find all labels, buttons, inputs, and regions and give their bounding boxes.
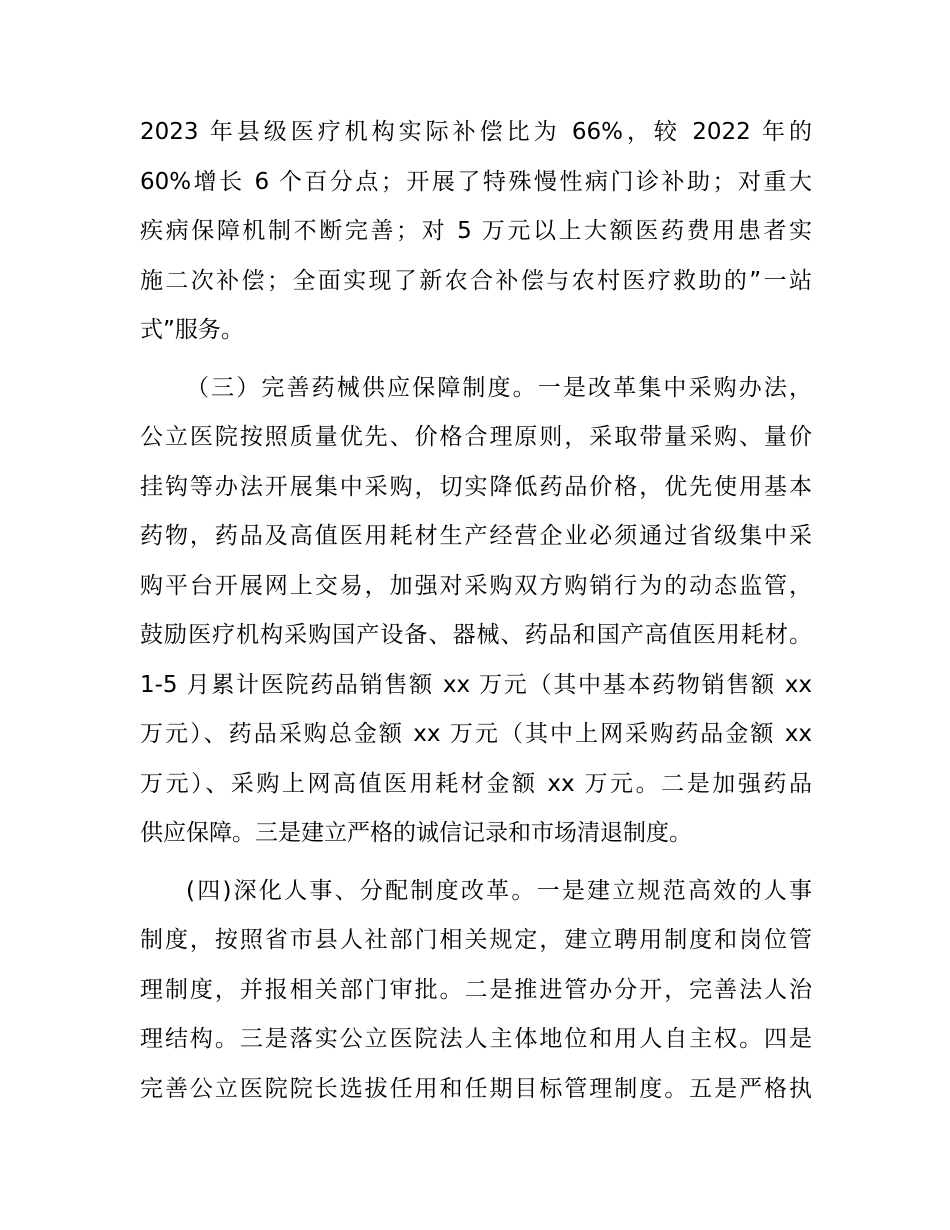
text-line: 供应保障。三是建立严格的诚信记录和市场清退制度。 [140, 820, 692, 846]
text-line: 理结构。三是落实公立医院法人主体地位和用人自主权。四是 [140, 1026, 812, 1052]
text-line: 式”服务。 [140, 317, 244, 343]
text-line: 1-5 月累计医院药品销售额 xx 万元（其中基本药物销售额 xx [140, 671, 812, 698]
text-line: 公立医院按照质量优先、价格合理原则，采取带量采购、量价 [140, 424, 812, 450]
text-line: 购平台开展网上交易，加强对采购双方购销行为的动态监管， [140, 572, 812, 599]
text-line: （三）完善药械供应保障制度。一是改革集中采购办法， [186, 374, 812, 401]
text-line: 万元）、药品采购总金额 xx 万元（其中上网采购药品金额 xx [140, 721, 812, 747]
document-body [140, 108, 812, 1114]
text-line: 鼓励医疗机构采购国产设备、器械、药品和国产高值医用耗材。 [140, 622, 812, 648]
paragraph-compensation [140, 108, 812, 356]
text-line: 理制度，并报相关部门审批。二是推进管办分开，完善法人治 [140, 976, 812, 1003]
paragraph-drug-supply [140, 364, 812, 859]
text-line: 60%增长 6 个百分点；开展了特殊慢性病门诊补助；对重大 [140, 168, 812, 195]
text-line: 疾病保障机制不断完善；对 5 万元以上大额医药费用患者实 [140, 218, 812, 244]
text-line: 万元）、采购上网高值医用耗材金额 xx 万元。二是加强药品 [140, 770, 812, 797]
text-line: 制度，按照省市县人社部门相关规定，建立聘用制度和岗位管 [140, 927, 812, 953]
paragraph-personnel-reform [140, 867, 812, 1115]
paragraph-spacer [140, 859, 812, 867]
text-line: 挂钩等办法开展集中采购，切实降低药品价格，优先使用基本 [140, 473, 812, 500]
text-line: 2023 年县级医疗机构实际补偿比为 66%，较 2022 年的 [140, 119, 812, 145]
paragraph-spacer [140, 356, 812, 364]
text-line: 药物，药品及高值医用耗材生产经营企业必须通过省级集中采 [140, 523, 812, 549]
text-line: 完善公立医院院长选拔任用和任期目标管理制度。五是严格执 [140, 1075, 812, 1102]
text-line: 施二次补偿；全面实现了新农合补偿与农村医疗救助的”一站 [140, 267, 812, 294]
text-line: (四)深化人事、分配制度改革。一是建立规范高效的人事 [186, 877, 812, 904]
